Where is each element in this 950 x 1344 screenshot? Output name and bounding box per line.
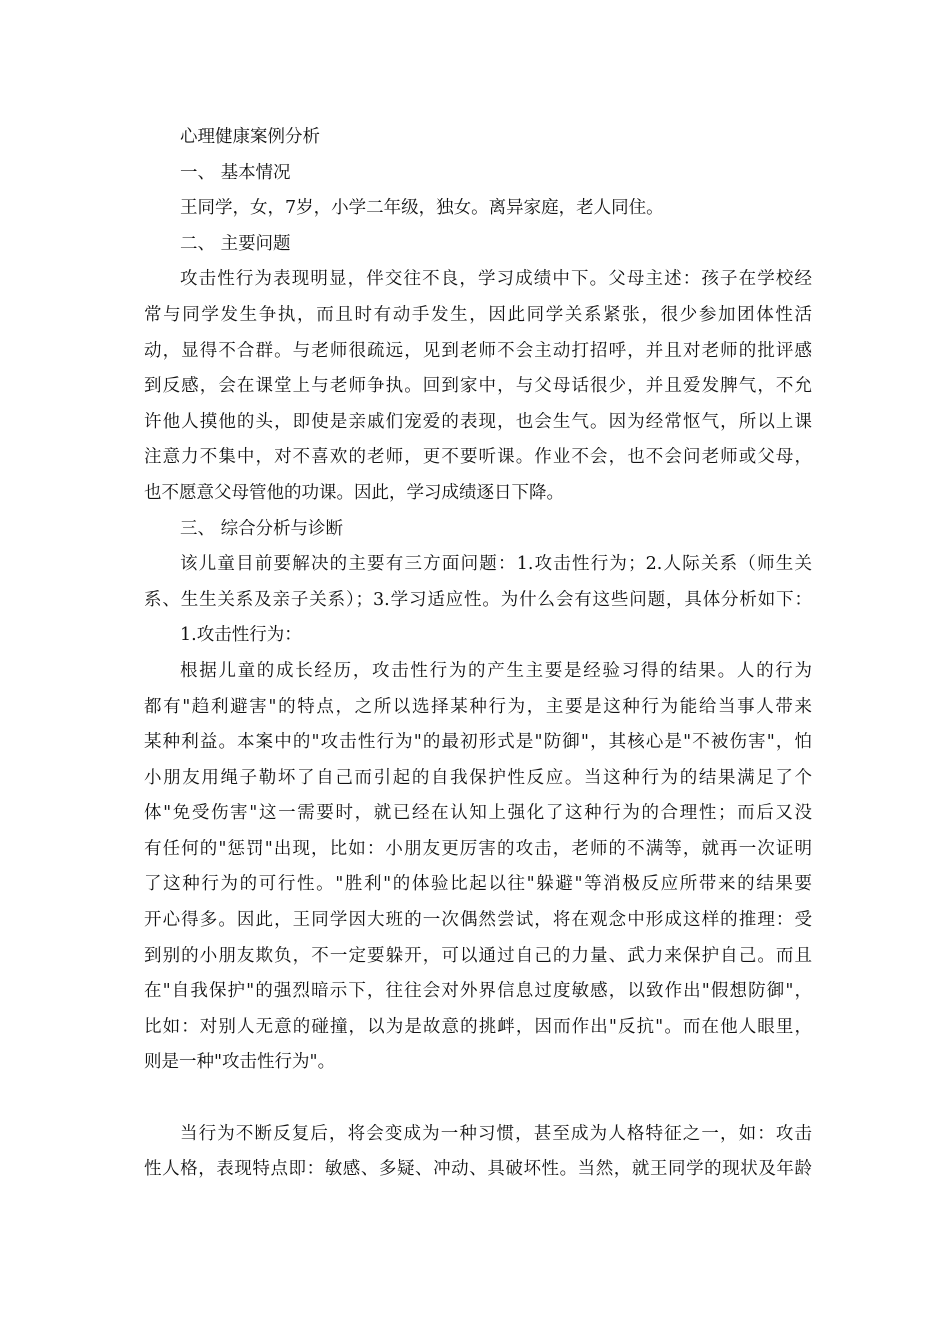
basic-info-text: 王同学，女，7岁，小学二年级，独女。离异家庭，老人同住。 (180, 198, 664, 219)
paragraph-line: 在"自我保护"的强烈暗示下，往往会对外界信息过度敏感，以致作出"假想防御"， (144, 981, 812, 1002)
paragraph-line: 注意力不集中，对不喜欢的老师，更不要听课。作业不会，也不会问老师或父母， (144, 447, 812, 468)
paragraph-line: 也不愿意父母管他的功课。因此，学习成绩逐日下降。 (144, 482, 564, 503)
paragraph-line: 到别的小朋友欺负，不一定要躲开，可以通过自己的力量、武力来保护自己。而且 (144, 945, 812, 966)
document-page (144, 120, 812, 1188)
paragraph-line: 性人格，表现特点即：敏感、多疑、冲动、具破坏性。当然，就王同学的现状及年龄 (144, 1159, 812, 1180)
paragraph-line: 到反感，会在课堂上与老师争执。回到家中，与父母话很少，并且爱发脾气，不允 (144, 376, 812, 397)
paragraph-line: 动，显得不合群。与老师很疏远，见到老师不会主动打招呼，并且对老师的批评感 (144, 340, 812, 361)
document-title: 心理健康案例分析 (180, 127, 320, 147)
paragraph-line: 根据儿童的成长经历，攻击性行为的产生主要是经验习得的结果。人的行为 (180, 660, 812, 681)
paragraph-line: 比如：对别人无意的碰撞，以为是故意的挑衅，因而作出"反抗"。而在他人眼里， (144, 1016, 812, 1037)
blank-line (144, 1081, 812, 1117)
paragraph-line: 了这种行为的可行性。"胜利"的体验比起以往"躲避"等消极反应所带来的结果要 (144, 874, 812, 895)
section-heading-analysis: 三、 综合分析与诊断 (180, 518, 344, 539)
section-heading-basic-info: 一、 基本情况 (180, 162, 291, 183)
paragraph-line: 小朋友用绳子勒坏了自己而引起的自我保护性反应。当这种行为的结果满足了个 (144, 767, 812, 788)
paragraph-line: 有任何的"惩罚"出现，比如：小朋友更厉害的攻击，老师的不满等，就再一次证明 (144, 838, 812, 859)
paragraph-line: 攻击性行为表现明显，伴交往不良，学习成绩中下。父母主述：孩子在学校经 (180, 269, 812, 290)
paragraph-line: 该儿童目前要解决的主要有三方面问题：1.攻击性行为；2.人际关系（师生关 (180, 554, 812, 575)
subsection-heading-aggression: 1.攻击性行为： (180, 625, 302, 646)
paragraph-line: 系、生生关系及亲子关系）；3.学习适应性。为什么会有这些问题，具体分析如下： (144, 589, 812, 610)
paragraph-line: 体"免受伤害"这一需要时，就已经在认知上强化了这种行为的合理性；而后又没 (144, 803, 812, 824)
section-heading-main-problems: 二、 主要问题 (180, 233, 291, 254)
paragraph-line: 常与同学发生争执，而且时有动手发生，因此同学关系紧张，很少参加团体性活 (144, 304, 812, 325)
paragraph-line: 则是一种"攻击性行为"。 (144, 1052, 336, 1073)
paragraph-line: 许他人摸他的头，即使是亲戚们宠爱的表现，也会生气。因为经常怄气，所以上课 (144, 411, 812, 432)
paragraph-line: 某种利益。本案中的"攻击性行为"的最初形式是"防御"，其核心是"不被伤害"，怕 (144, 732, 812, 753)
paragraph-line: 当行为不断反复后，将会变成为一种习惯，甚至成为人格特征之一，如：攻击 (180, 1123, 812, 1144)
paragraph-line: 都有"趋利避害"的特点，之所以选择某种行为，主要是这种行为能给当事人带来 (144, 696, 812, 717)
paragraph-line: 开心得多。因此，王同学因大班的一次偶然尝试，将在观念中形成这样的推理：受 (144, 910, 812, 931)
